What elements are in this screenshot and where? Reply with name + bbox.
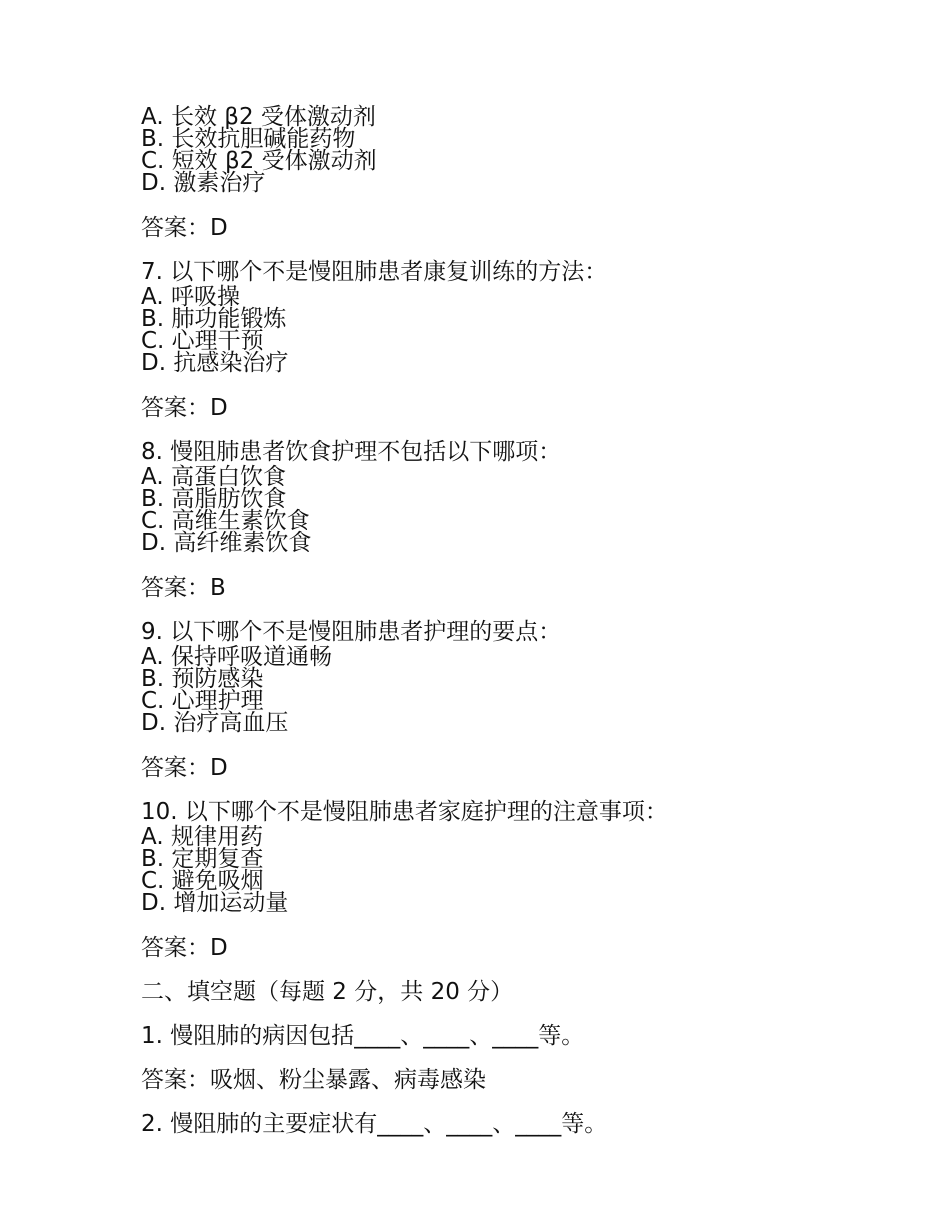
q10-option-c: C. 避免吸烟 (141, 868, 264, 894)
question-9 (141, 618, 901, 782)
q7-option-a: A. 呼吸操 (141, 284, 240, 310)
q7-answer: 答案：D (141, 395, 228, 421)
q9-answer: 答案：D (141, 755, 228, 781)
q8-text: 8. 慢阻肺患者饮食护理不包括以下哪项： (141, 439, 562, 465)
q7-option-b: B. 肺功能锻炼 (141, 306, 287, 332)
document-page (141, 106, 901, 1138)
q8-answer: 答案：B (141, 575, 226, 601)
q6-option-b: B. 长效抗胆碱能药物 (141, 126, 356, 152)
question-7 (141, 258, 901, 422)
q9-option-c: C. 心理护理 (141, 688, 264, 714)
fill-1-question: 1. 慢阻肺的病因包括____、____、____等。 (141, 1023, 585, 1049)
fill-2-question: 2. 慢阻肺的主要症状有____、____、____等。 (141, 1111, 608, 1137)
q8-option-c: C. 高维生素饮食 (141, 508, 310, 534)
question-8 (141, 438, 901, 602)
question-10 (141, 798, 901, 962)
q6-option-d: D. 激素治疗 (141, 170, 266, 196)
q7-option-d: D. 抗感染治疗 (141, 350, 289, 376)
q6-option-a: A. 长效 β2 受体激动剂 (141, 104, 376, 130)
q10-option-d: D. 增加运动量 (141, 890, 289, 916)
q9-option-a: A. 保持呼吸道通畅 (141, 644, 332, 670)
q7-text: 7. 以下哪个不是慢阻肺患者康复训练的方法： (141, 259, 608, 285)
q9-option-b: B. 预防感染 (141, 666, 264, 692)
q10-option-b: B. 定期复查 (141, 846, 264, 872)
q10-text: 10. 以下哪个不是慢阻肺患者家庭护理的注意事项： (141, 799, 668, 825)
q8-option-b: B. 高脂肪饮食 (141, 486, 287, 512)
q9-option-d: D. 治疗高血压 (141, 710, 289, 736)
q7-option-c: C. 心理干预 (141, 328, 264, 354)
q8-option-d: D. 高纤维素饮食 (141, 530, 312, 556)
q6-option-c: C. 短效 β2 受体激动剂 (141, 148, 377, 174)
q6-answer: 答案：D (141, 215, 228, 241)
question-6 (141, 106, 901, 242)
q10-option-a: A. 规律用药 (141, 824, 263, 850)
section-heading-fill-in: 二、填空题（每题 2 分，共 20 分） (141, 979, 514, 1005)
q8-option-a: A. 高蛋白饮食 (141, 464, 286, 490)
q9-text: 9. 以下哪个不是慢阻肺患者护理的要点： (141, 619, 562, 645)
fill-1-answer: 答案：吸烟、粉尘暴露、病毒感染 (141, 1067, 486, 1093)
q10-answer: 答案：D (141, 935, 228, 961)
